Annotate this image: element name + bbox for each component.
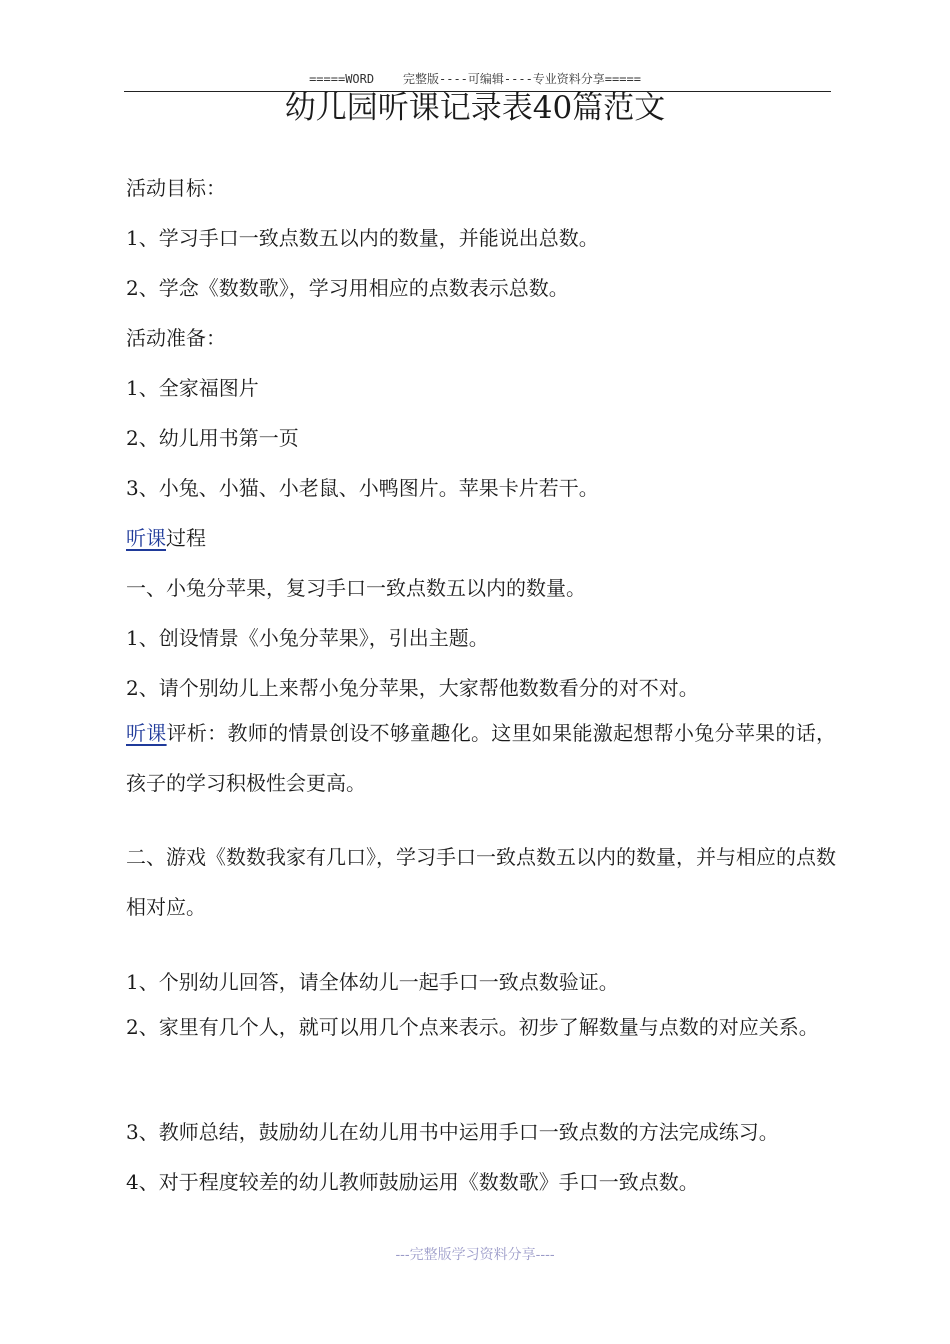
paragraph: 3、小兔、小猫、小老鼠、小鸭图片。苹果卡片若干。 xyxy=(126,476,599,500)
paragraph: 3、教师总结，鼓励幼儿在幼儿用书中运用手口一致点数的方法完成练习。 xyxy=(126,1120,779,1144)
section-heading-process xyxy=(126,522,206,551)
paragraph: 2、学念《数数歌》，学习用相应的点数表示总数。 xyxy=(126,276,569,300)
paragraph: 1、全家福图片 xyxy=(126,376,259,400)
paragraph: 2、家里有几个人，就可以用几个点来表示。初步了解数量与点数的对应关系。 xyxy=(126,1015,819,1039)
paragraph: 1、个别幼儿回答，请全体幼儿一起手口一致点数验证。 xyxy=(126,970,619,994)
document-title: 幼儿园听课记录表40篇范文 xyxy=(284,90,666,126)
section-heading-goals: 活动目标： xyxy=(126,176,226,200)
paragraph: 2、幼儿用书第一页 xyxy=(126,426,299,450)
keyword-link[interactable]: 听课 xyxy=(126,721,167,745)
paragraph: 4、对于程度较差的幼儿教师鼓励运用《数数歌》手口一致点数。 xyxy=(126,1170,699,1194)
paragraph: 2、请个别幼儿上来帮小兔分苹果，大家帮他数数看分的对不对。 xyxy=(126,676,699,700)
page-header: =====WORD 完整版----可编辑----专业资料分享===== xyxy=(309,72,641,86)
heading-text: 过程 xyxy=(166,526,206,550)
section-heading-preparation: 活动准备： xyxy=(126,326,226,350)
keyword-link[interactable]: 听课 xyxy=(126,526,166,550)
commentary-text: 评析：教师的情景创设不够童趣化。这里如果能激起想帮小兔分苹果的话，孩子的学习积极性会更高。 xyxy=(126,721,837,795)
paragraph: 1、创设情景《小兔分苹果》，引出主题。 xyxy=(126,626,489,650)
paragraph: 1、学习手口一致点数五以内的数量，并能说出总数。 xyxy=(126,226,599,250)
paragraph: 二、游戏《数数我家有几口》，学习手口一致点数五以内的数量，并与相应的点数相对应。 xyxy=(126,845,836,919)
paragraph: 一、小兔分苹果，复习手口一致点数五以内的数量。 xyxy=(126,576,586,600)
page-footer: ---完整版学习资料分享---- xyxy=(395,1247,555,1263)
paragraph-commentary xyxy=(126,708,836,808)
